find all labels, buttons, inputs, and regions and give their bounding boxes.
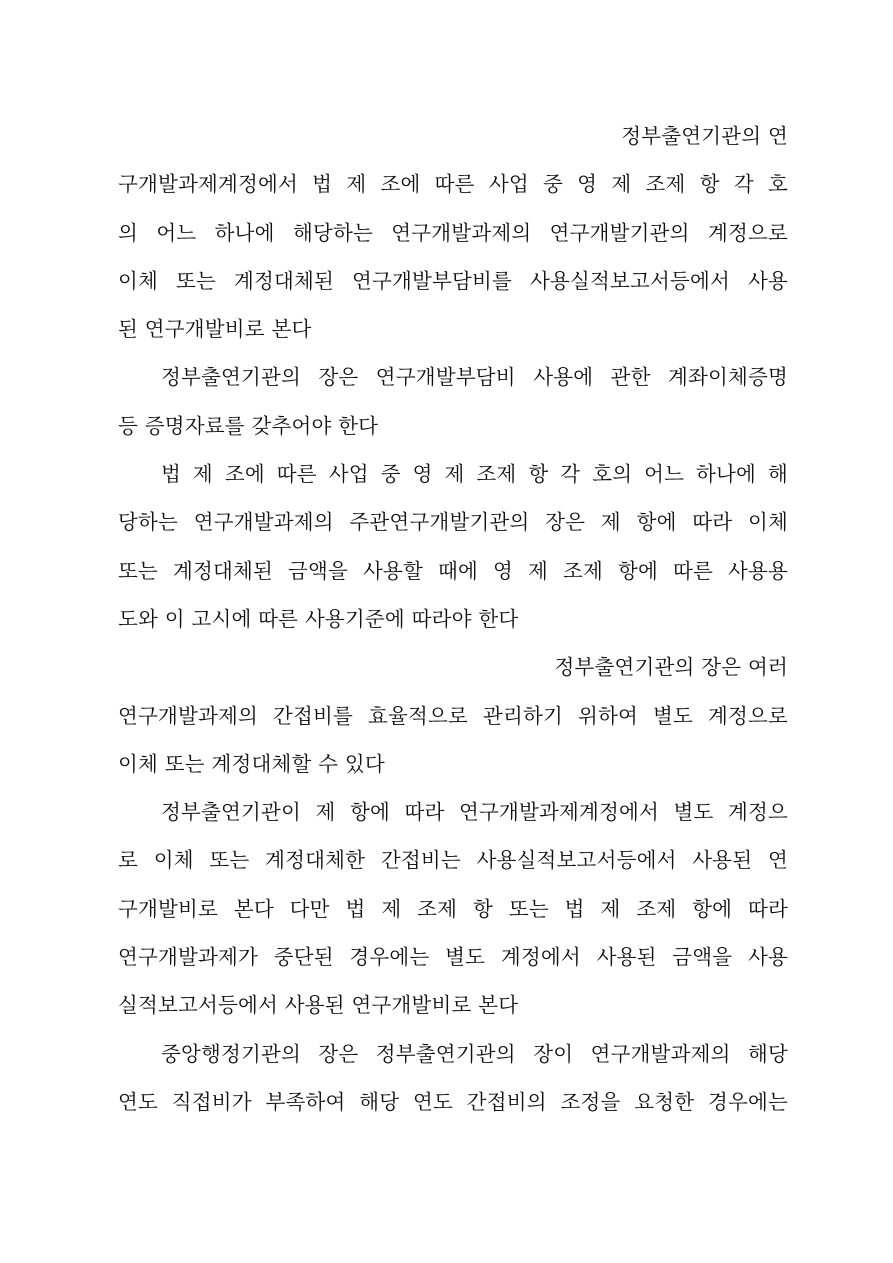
- text-line: 의 어느 하나에 해당하는 연구개발과제의 연구개발기관의 계정으로: [118, 220, 788, 245]
- text-line: 정부출연기관의 연: [621, 124, 788, 148]
- text-line: 정부출연기관의 장은 여러: [554, 655, 788, 680]
- text-line: 연구개발과제의 간접비를 효율적으로 관리하기 위하여 별도 계정으로: [118, 703, 788, 728]
- text-line: 도와 이 고시에 따른 사용기준에 따라야 한다: [118, 606, 519, 631]
- text-line: 이체 또는 계정대체할 수 있다: [118, 751, 385, 776]
- text-line: 또는 계정대체된 금액을 사용할 때에 영 제 조제 항에 따른 사용용: [118, 558, 788, 583]
- text-line: 등 증명자료를 갖추어야 한다: [118, 413, 379, 438]
- paragraph-start-line: 중앙행정기관의 장은 정부출연기관의 장이 연구개발과제의 해당: [161, 1041, 788, 1066]
- text-line: 실적보고서등에서 사용된 연구개발비로 본다: [118, 993, 519, 1018]
- paragraph-start-line: 법 제 조에 따른 사업 중 영 제 조제 항 각 호의 어느 하나에 해: [161, 462, 788, 487]
- text-line: 연구개발과제가 중단된 경우에는 별도 계정에서 사용된 금액을 사용: [118, 945, 788, 970]
- text-line: 로 이체 또는 계정대체한 간접비는 사용실적보고서등에서 사용된 연: [118, 848, 788, 873]
- text-line: 구개발과제계정에서 법 제 조에 따른 사업 중 영 제 조제 항 각 호: [118, 172, 788, 197]
- text-line: 연도 직접비가 부족하여 해당 연도 간접비의 조정을 요청한 경우에는: [118, 1089, 788, 1114]
- paragraph-start-line: 정부출연기관의 장은 연구개발부담비 사용에 관한 계좌이체증명: [161, 365, 788, 390]
- text-line: 된 연구개발비로 본다: [118, 317, 312, 342]
- paragraph-start-line: 정부출연기관이 제 항에 따라 연구개발과제계정에서 별도 계정으: [161, 800, 788, 825]
- text-line: 당하는 연구개발과제의 주관연구개발기관의 장은 제 항에 따라 이체: [118, 510, 788, 535]
- text-line: 이체 또는 계정대체된 연구개발부담비를 사용실적보고서등에서 사용: [118, 268, 788, 293]
- text-line: 구개발비로 본다 다만 법 제 조제 항 또는 법 제 조제 항에 따라: [118, 896, 788, 921]
- document-page: [118, 112, 788, 1126]
